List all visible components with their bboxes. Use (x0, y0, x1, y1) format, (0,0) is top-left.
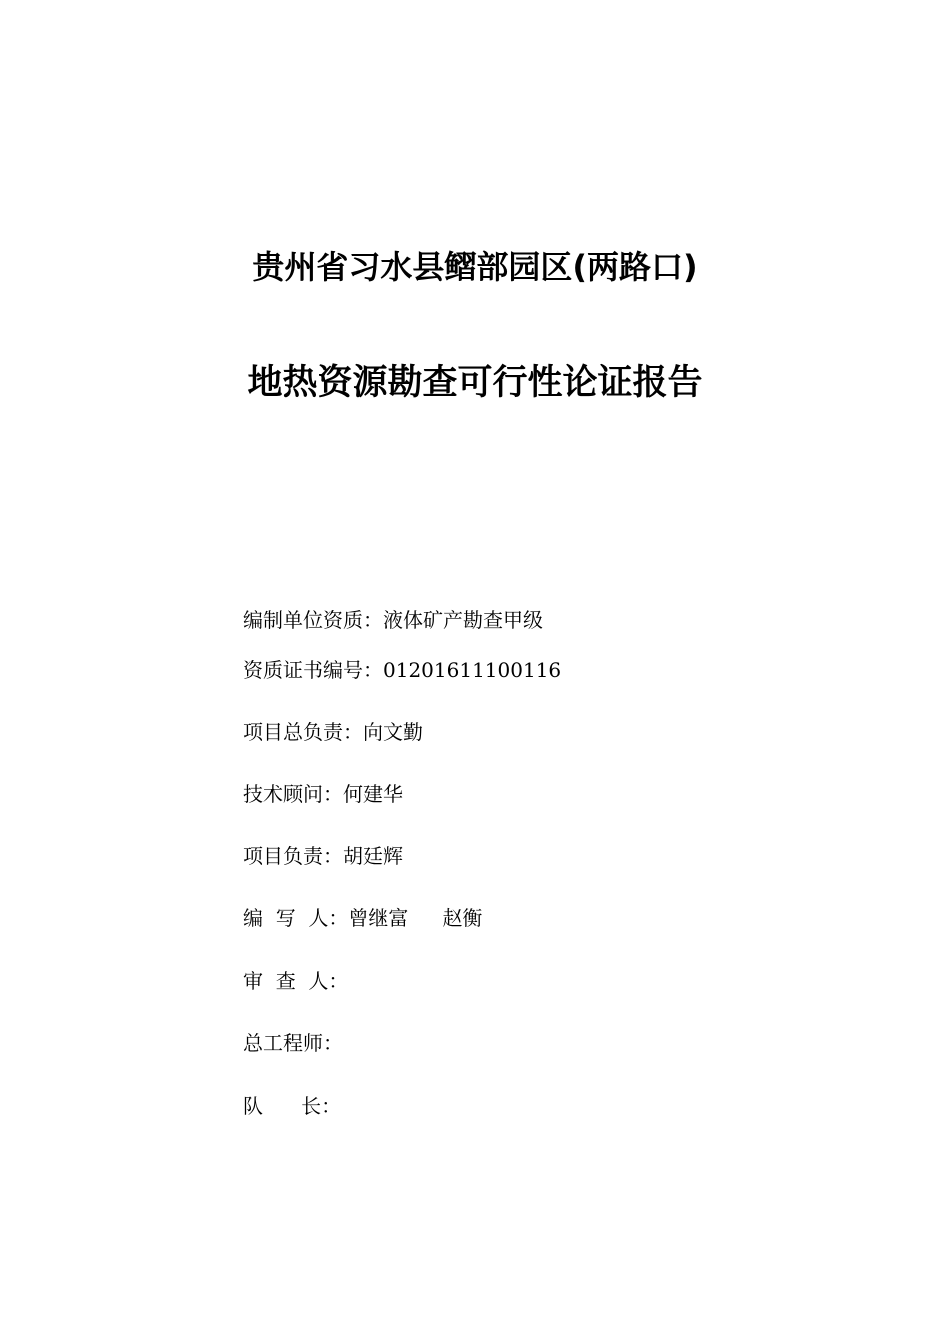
reviewer-line: 审 查 人： (243, 969, 349, 993)
report-title-line-2: 地热资源勘查可行性论证报告 (247, 363, 703, 403)
certificate-number-line: 资质证书编号：01201611100116 (243, 658, 562, 682)
qualification-line: 编制单位资质：液体矿产勘查甲级 (243, 608, 543, 632)
chief-engineer-line: 总工程师： (243, 1031, 343, 1055)
project-lead-line: 项目负责：胡廷辉 (243, 844, 403, 868)
project-director-line: 项目总负责：向文勤 (243, 720, 423, 744)
authors-line (243, 903, 482, 933)
team-leader-line: 队 长： (243, 1094, 342, 1118)
technical-advisor-line: 技术顾问：何建华 (243, 782, 403, 806)
report-title-line-1: 贵州省习水县鳛部园区(两路口) (252, 248, 698, 286)
authors-second: 赵衡 (442, 906, 483, 930)
authors-label: 编 写 人：曾继富 (243, 906, 409, 930)
